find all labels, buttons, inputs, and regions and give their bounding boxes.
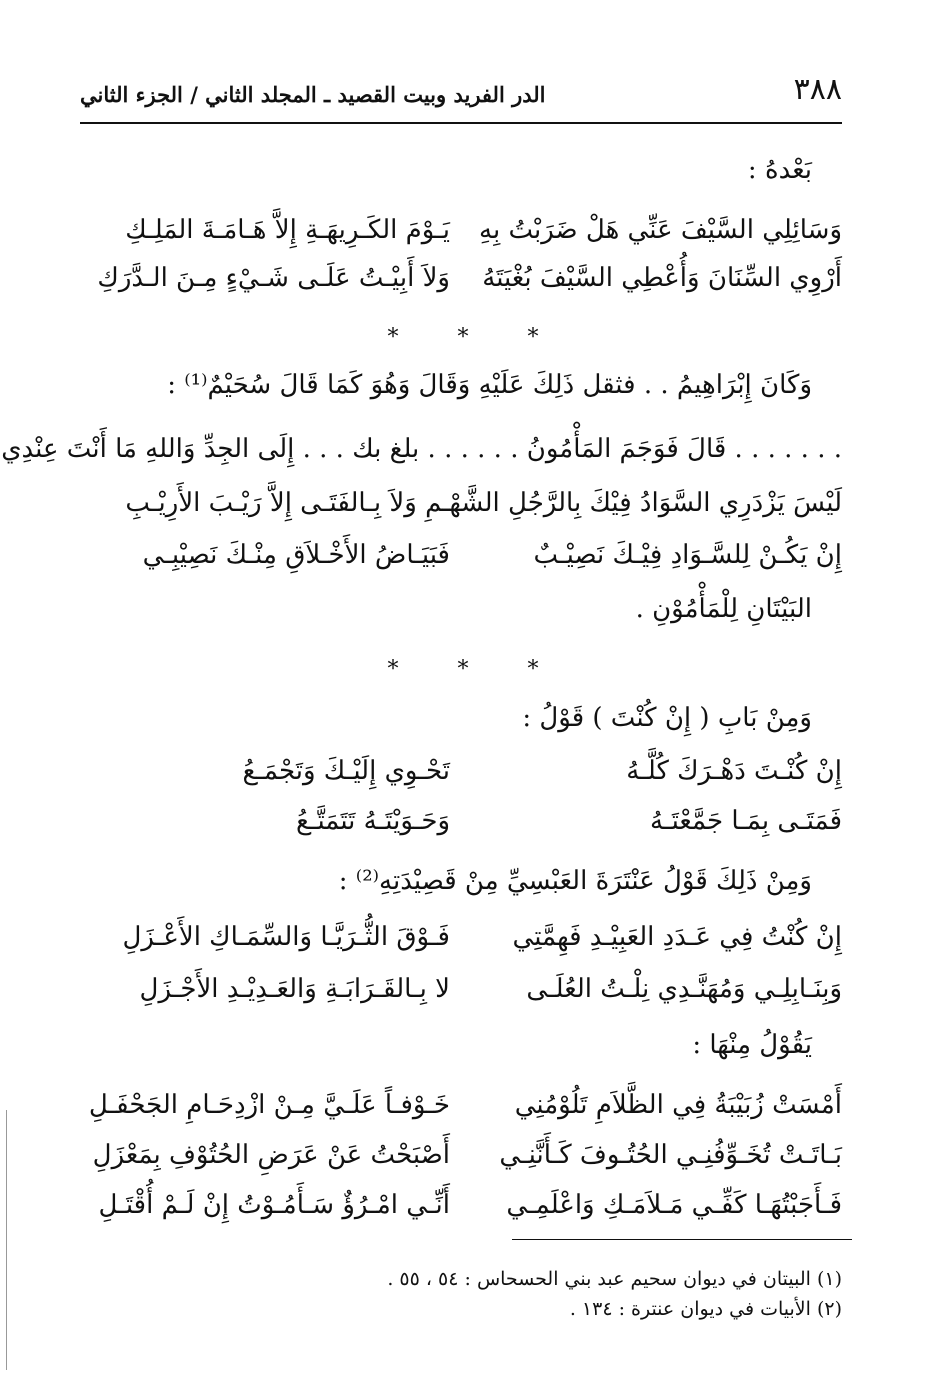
- verse-second-hemistich: فَـوْقَ الثُّـرَيَّـا وَالسِّمَـاكِ الأَعْـزَلِ: [122, 922, 450, 952]
- verse-line: [100, 806, 842, 850]
- verse-first-hemistich: وَسَائِلِي السَّيْفَ عَنِّي هَلْ ضَرَبْتُ بِهِ: [479, 215, 842, 245]
- verse-first-hemistich: وَبِنَـابِلِـي وَمُهَنَّـدِي نِلْـتُ العُلَـى: [526, 974, 842, 1004]
- running-title: الدر الفريد وبيت القصيد ـ المجلد الثاني / الجزء الثاني: [80, 82, 546, 107]
- verse-line: [100, 1190, 842, 1234]
- footnote: (٢) الأبيات في ديوان عنترة : ١٣٤ .: [569, 1298, 842, 1320]
- verse-first-hemistich: فَـأَجَبْتُهَـا كَفِّـي مَـلاَمَـكِ وَاعْلَمِـي: [506, 1190, 842, 1220]
- verse-first-hemistich: أَمْسَتْ زُبَيْبَةُ فِي الظَّلاَمِ تَلُوْمُنِي: [514, 1090, 842, 1120]
- verse-second-hemistich: فَبَيَـاضُ الأَخْـلاَقِ مِنْـكَ نَصِيْبِـي: [142, 540, 450, 570]
- verse-second-hemistich: وَحَـوَيْتَـهُ تَتَمَتَّـعُ: [296, 806, 450, 836]
- page-header: [80, 68, 842, 118]
- verse-second-hemistich: تَحْـوِي إِلَيْـكَ وَتَجْمَـعُ: [242, 756, 450, 786]
- footnote-rule: [512, 1239, 852, 1240]
- verse-line: [100, 974, 842, 1018]
- verse-line: [100, 922, 842, 966]
- prose-line: . . . . . . . قَالَ فَوَجَمَ المَأْمُونُ . . . . . . بلغ بك . . . إِلَى الجِدِّ وَاللهِ مَا أَنْتَ عِنْدِي: [1, 434, 842, 464]
- verse-first-hemistich: فَمَتَـى بِمَـا جَمَّعْتَـهُ: [650, 806, 842, 836]
- verse-second-hemistich: لا بِـالقَـرَابَـةِ وَالعَـدِيْـدِ الأَجْـزَلِ: [139, 974, 450, 1004]
- prose-line: وَمِنْ بَابِ ( إِنْ كُنْتَ ) قَوْلُ :: [522, 703, 812, 733]
- verse-first-hemistich: لَيْسَ يَزْدَرِي السَّوَادُ فِيْكَ بِالرَّجُلِ الشَّهْـ: [441, 488, 842, 518]
- verse-first-hemistich: أَرْوِي السِّنَانَ وَأُعْطِي السَّيْفَ بُغْيَتَهُ: [482, 263, 842, 293]
- verse-line: [100, 215, 842, 259]
- verse-first-hemistich: إِنْ كُنْتُ فِي عَـدَدِ العَبِيْـدِ فَهِمَّتِي: [512, 922, 842, 952]
- verse-first-hemistich: إِنْ يَكُـنْ لِلسَّـوَادِ فِيْـكَ نَصِيْـبٌ: [533, 540, 842, 570]
- prose-line: وَمِنْ ذَلِكَ قَوْلُ عَنْتَرَةَ العَبْسِيِّ مِنْ قَصِيْدَتِهِ⁽²⁾ :: [338, 866, 812, 896]
- verse-second-hemistich: أَنِّـي امْـرُؤٌ سَـأَمُـوْتُ إِنْ لَـمْ أُقْتَـلِ: [98, 1190, 450, 1220]
- prose-line: البَيْتَانِ لِلْمَأْمُوْنِ .: [635, 594, 812, 624]
- intro-line: بَعْدهُ :: [747, 155, 812, 185]
- verse-line: [100, 540, 842, 584]
- prose-line: وَكَانَ إِبْرَاهِيمُ . . فثقل ذَلِكَ عَلَيْهِ وَقَالَ وَهُوَ كَمَا قَالَ سُحَيْمٌ⁽¹⁾ :: [167, 370, 812, 400]
- verse-line: [100, 488, 842, 532]
- footnote: (١) البيتان في ديوان سحيم عبد بني الحسحاس : ٥٤ ، ٥٥ .: [387, 1268, 842, 1290]
- scan-edge-mark: [6, 1110, 7, 1370]
- verse-first-hemistich: إِنْ كُنْـتَ دَهْـرَكَ كُلَّـهُ: [626, 756, 842, 786]
- verse-first-hemistich: بَـاتَـتْ تُخَـوِّفُنِـي الحُتُـوفَ كَـأَنَّنِـي: [499, 1140, 842, 1170]
- verse-second-hemistich: أَصْبَحْتُ عَنْ عَرَضِ الحُتُوْفِ بِمَعْزَلِ: [92, 1140, 450, 1170]
- section-separator: * * *: [387, 657, 565, 682]
- verse-line: [92, 1140, 842, 1184]
- page-number: ٣٨٨: [793, 72, 842, 107]
- verse-second-hemistich: خَـوْفـاً عَلَـيَّ مِـنْ ازْدِحَـامِ الجَحْفَـلِ: [88, 1090, 450, 1120]
- prose-line: يَقُوْلُ مِنْهَا :: [692, 1030, 812, 1060]
- header-rule: [80, 122, 842, 124]
- verse-line: [97, 263, 842, 307]
- section-separator: * * *: [387, 325, 565, 350]
- verse-second-hemistich: وَلاَ أَبِيْـتُ عَلَـى شَـيْءٍ مِـنَ الـدَّرَكِ: [97, 263, 450, 293]
- verse-line: [100, 756, 842, 800]
- verse-line: [88, 1090, 842, 1134]
- verse-second-hemistich: ـمِ وَلاَ بِـالفَتَـى إِلاَّ رَيْـبَ الأَرِيْـبِ: [125, 488, 450, 518]
- verse-second-hemistich: يَـوْمَ الكَـرِيهَـةِ إِلاَّ هَـامَـةَ المَلِـكِ: [125, 215, 450, 245]
